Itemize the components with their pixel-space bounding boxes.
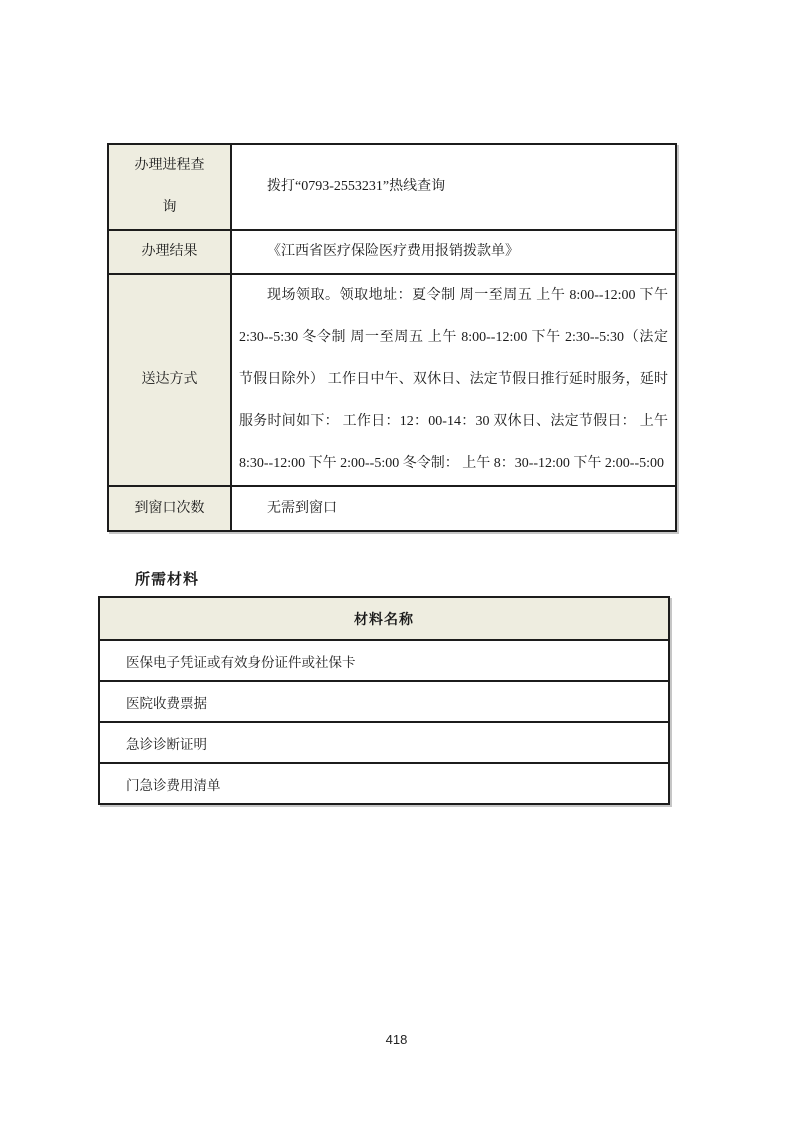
- row-value: [231, 230, 676, 274]
- row-label-text: 送达方式: [141, 372, 198, 387]
- service-info-table: [107, 143, 677, 532]
- table-row: [99, 640, 669, 681]
- row-label-text: 办理结果: [141, 244, 198, 259]
- table-row: [99, 722, 669, 763]
- row-label: [108, 230, 231, 274]
- page-number: 418: [385, 1032, 408, 1047]
- row-value: [231, 144, 676, 230]
- table-row: [108, 486, 676, 531]
- material-name-cell: 医院收费票据: [99, 681, 669, 722]
- table-header-row: [99, 597, 669, 640]
- row-value: [231, 274, 676, 486]
- section-heading-materials: 所需材料: [135, 572, 200, 588]
- row-value: [231, 486, 676, 531]
- material-name-cell: 医保电子凭证或有效身份证件或社保卡: [99, 640, 669, 681]
- row-label-text: 办理进程查询: [134, 158, 205, 215]
- material-name-cell: 急诊诊断证明: [99, 722, 669, 763]
- materials-table: [98, 596, 670, 805]
- row-label: [108, 274, 231, 486]
- row-label: [108, 486, 231, 531]
- row-value-text: 《江西省医疗保险医疗费用报销拨款单》: [267, 244, 519, 259]
- row-value-text: 拨打“0793-2553231”热线查询: [267, 179, 446, 194]
- material-name-header: 材料名称: [99, 597, 669, 640]
- table-row: [99, 681, 669, 722]
- material-name-cell: 门急诊费用清单: [99, 763, 669, 804]
- table-row: [108, 230, 676, 274]
- table-row: [108, 144, 676, 230]
- table-row: [108, 274, 676, 486]
- row-label-text: 到窗口次数: [134, 500, 205, 516]
- row-label: [108, 144, 231, 230]
- table-row: [99, 763, 669, 804]
- row-value-text: 无需到窗口: [267, 500, 337, 516]
- row-value-text: 现场领取。领取地址：夏令制 周一至周五 上午 8:00--12:00 下午 2:30--5:30 冬令制 周一至周五 上午 8:00--12:00 下午 2:30--5:30（法定节假日除外） 工作日中午、双休日、法定节假日推行延时服务，延时服务时间如下： 工作日：12：00-14：30 双休日、法定节假日： 上午 8:30--12:00 下午 2:00--5:00 冬令制： 上午 8：30--12:00 下午 2:00--5:00: [239, 288, 668, 471]
